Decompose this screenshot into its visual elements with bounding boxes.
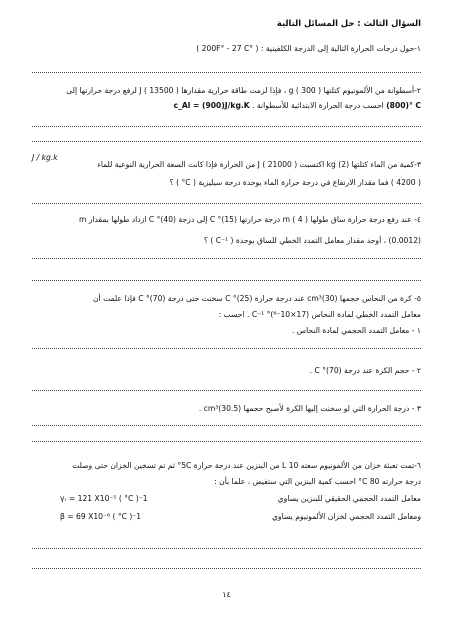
answer-line <box>32 203 421 204</box>
question-3-line-2: ( 4200 ) فما مقدار الارتفاع في درجة حرارة الماء بوحدة درجة سيليزية ( C° ) ؟ <box>169 178 421 187</box>
tank-coefficient-label: ومعامل التمدد الحجمي لخزان الألمونيوم يساوي <box>271 512 421 521</box>
question-5-part-2: ٢ - حجم الكرة عند درجة (70)° C . <box>309 366 421 375</box>
question-6-line-2: درجة حرارته 80 C° احسب كمية البنزين التي ستفيض ، علما بأن : <box>214 477 421 486</box>
question-4-line-1: ٤- عند رفع درجة حرارة ساق طولها m ( 4 ) درجة حرارتها (15)° C إلى درجة (40)° C ازداد طولها بمقدار m <box>78 215 421 224</box>
tank-coefficient-value: β = 69 X10⁻⁶ ( °C )⁻1 <box>60 512 142 521</box>
answer-line <box>32 141 421 142</box>
answer-line <box>32 348 421 349</box>
answer-line <box>32 126 421 127</box>
answer-line <box>32 425 421 426</box>
question-5-part-3: ٣ - درجة الحرارة التي لو سخنت إليها الكرة لأصبح حجمها (30.5)cm³ . <box>198 404 421 413</box>
answer-line <box>32 441 421 442</box>
gasoline-coefficient-value: γᵣ = 121 X10⁻⁵ ( °C )⁻1 <box>60 494 148 503</box>
answer-line <box>32 390 421 391</box>
question-1 <box>196 44 421 54</box>
answer-line <box>32 72 421 73</box>
question-6-line-1: ٦-تمت تعبئة خزان من الألمونيوم سعته 10 L من البنزين عند درجة حرارة 5C° ثم تم تسخين الخزان حتى وصلت <box>72 461 421 470</box>
final-temperature: (800)° C <box>386 101 421 110</box>
question-2-line-2 <box>174 101 421 111</box>
question-1-close: ) <box>196 44 200 53</box>
question-4-line-2: (0.0012) ، أوجد مقدار معامل التمدد الخطي للساق بوحدة ( C⁻¹ ) ؟ <box>203 236 421 245</box>
question-2-prompt: احسب درجة الحرارة الابتدائية للأسطوانة . <box>252 101 384 110</box>
gasoline-coefficient-label: معامل التمدد الحجمي الحقيقي للبنزين يساوي <box>277 494 421 503</box>
question-5-line-1: ٥- كرة من النحاس حجمها (30)cm³ عند درجة حرارة (25)° C سخنت حتى درجة (70)° C فإذا علمت أن <box>92 294 421 303</box>
question-5-line-2: معامل التمدد الخطي لمادة النحاس (17×10⁻⁶)° C⁻¹ . احسب : <box>218 310 421 319</box>
specific-heat-unit: J / kg.k <box>32 153 58 162</box>
question-1-text: ١-حول درجات الحرارة التالية إلى الدرجة الكلفينية : ( <box>255 44 421 53</box>
question-6-line-3 <box>278 494 421 504</box>
question-3-line-1: ٣-كمية من الماء كتلتها (2) kg اكتسبت ( 21000 ) J من الحرارة فإذا كانت السعة الحرارية النوعية للماء <box>97 160 421 169</box>
answer-line <box>32 548 421 549</box>
answer-line <box>32 568 421 569</box>
answer-line <box>32 258 421 259</box>
page-number: ١٤ <box>222 590 231 599</box>
answer-line <box>32 280 421 281</box>
question-2-line-1: ٢-أسطوانة من الألمونيوم كتلتها ( 300 ) g ، فإذا لزمت طاقة حرارية مقدارها ( 13500 ) J لرفع درجة حرارتها إلى <box>66 86 421 95</box>
specific-heat-aluminum: c_Al = (900)J/kg.K <box>173 101 250 110</box>
question-1-expression: 200F° - 27 C° <box>201 44 254 53</box>
question-5-part-1: ١ - معامل التمدد الحجمي لمادة النحاس . <box>291 326 421 335</box>
question-6-line-4 <box>272 512 421 522</box>
section-header: السؤال الثالث : حل المسائل التالية <box>276 18 421 28</box>
